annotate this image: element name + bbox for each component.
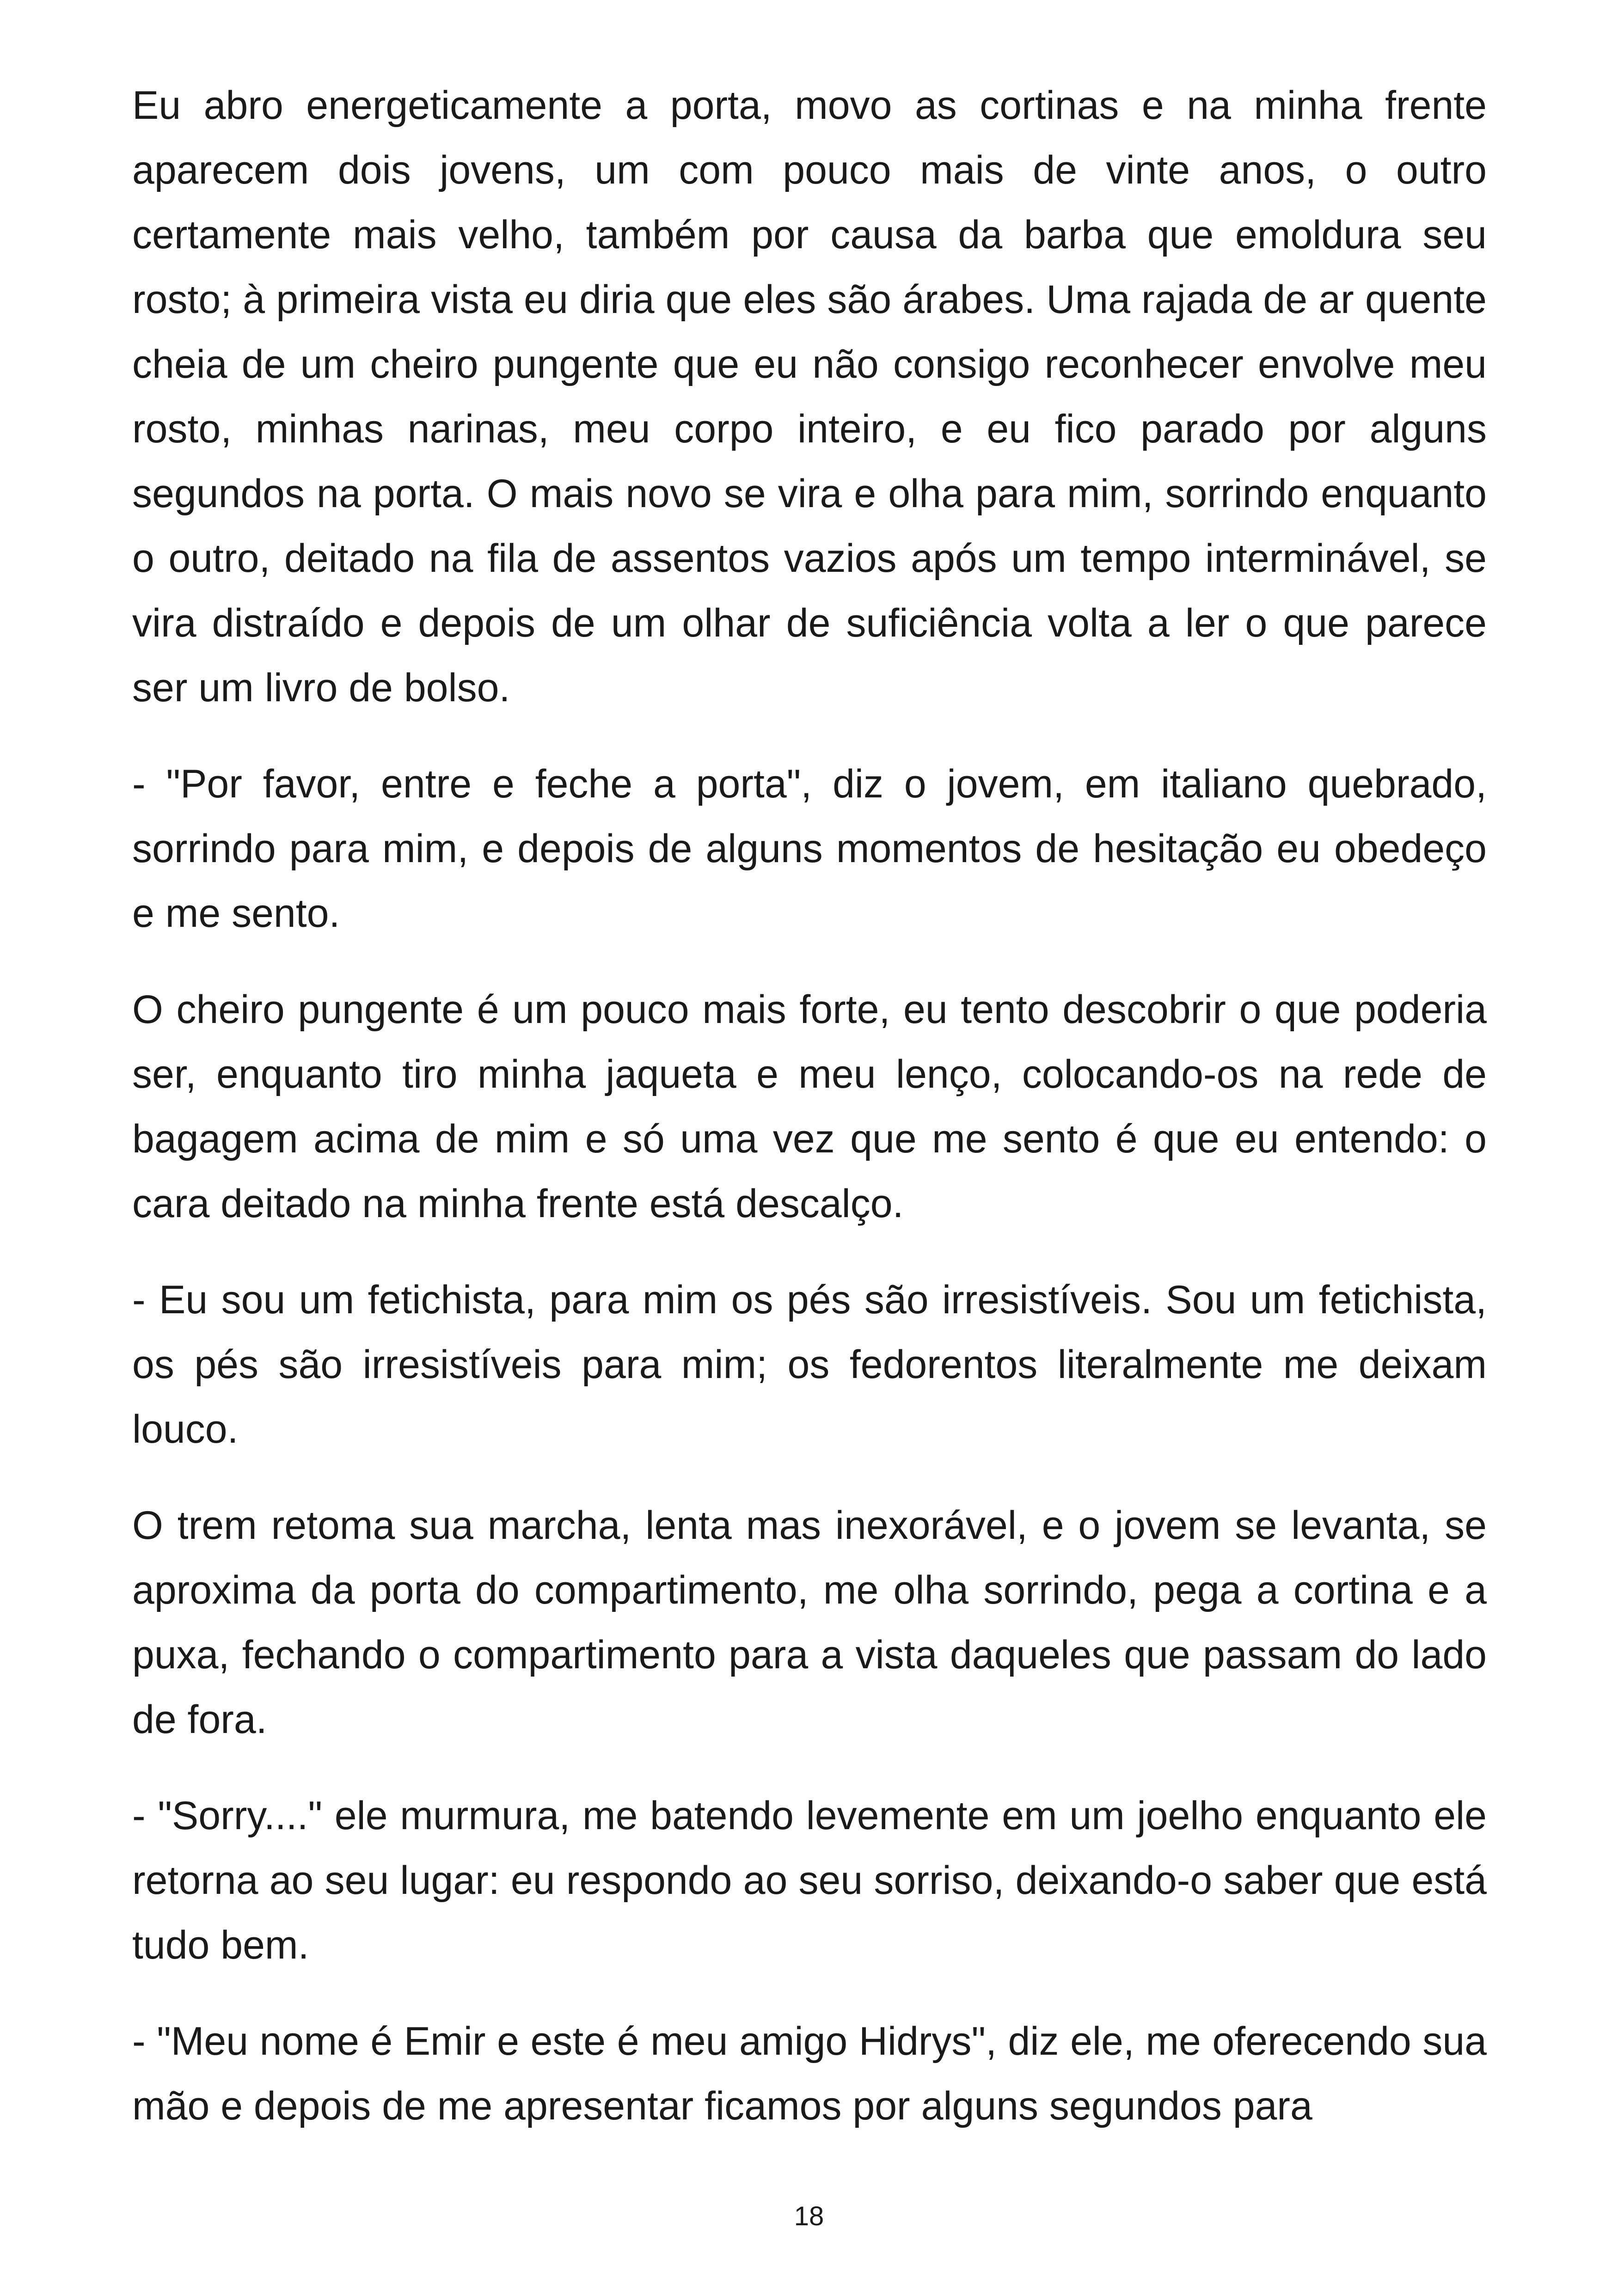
- paragraph-6: - "Sorry...." ele murmura, me batendo levemente em um joelho enquanto ele retorna ao seu lugar: eu respondo ao seu sorriso, deixando-o saber que está tudo bem.: [132, 1794, 1487, 1967]
- page-number: 18: [794, 2201, 824, 2231]
- body-text: [132, 73, 1487, 2170]
- paragraph-4: - Eu sou um fetichista, para mim os pés são irresistíveis. Sou um fetichista, os pés são irresistíveis para mim; os fedorentos literalmente me deixam louco.: [132, 1278, 1487, 1451]
- paragraph-1: Eu abro energeticamente a porta, movo as cortinas e na minha frente aparecem dois jovens, um com pouco mais de vinte anos, o outro certamente mais velho, também por causa da barba que emoldura seu rosto; à primeira vista eu diria que eles são árabes. Uma rajada de ar quente cheia de um cheiro pungente que eu não consigo reconhecer envolve meu rosto, minhas narinas, meu corpo inteiro, e eu fico parado por alguns segundos na porta. O mais novo se vira e olha para mim, sorrindo enquanto o outro, deitado na fila de assentos vazios após um tempo interminável, se vira distraído e depois de um olhar de suficiência volta a ler o que parece ser um livro de bolso.: [132, 83, 1487, 710]
- paragraph-3: O cheiro pungente é um pouco mais forte, eu tento descobrir o que poderia ser, enquanto tiro minha jaqueta e meu lenço, colocando-os na rede de bagagem acima de mim e só uma vez que me sento é que eu entendo: o cara deitado na minha frente está descalço.: [132, 987, 1487, 1226]
- paragraph-7: - "Meu nome é Emir e este é meu amigo Hidrys", diz ele, me oferecendo sua mão e depois de me apresentar ficamos por alguns segundos para: [132, 2019, 1487, 2128]
- paragraph-2: - "Por favor, entre e feche a porta", diz o jovem, em italiano quebrado, sorrindo para mim, e depois de alguns momentos de hesitação eu obedeço e me sento.: [132, 762, 1487, 936]
- paragraph-5: O trem retoma sua marcha, lenta mas inexorável, e o jovem se levanta, se aproxima da porta do compartimento, me olha sorrindo, pega a cortina e a puxa, fechando o compartimento para a vista daqueles que passam do lado de fora.: [132, 1503, 1487, 1742]
